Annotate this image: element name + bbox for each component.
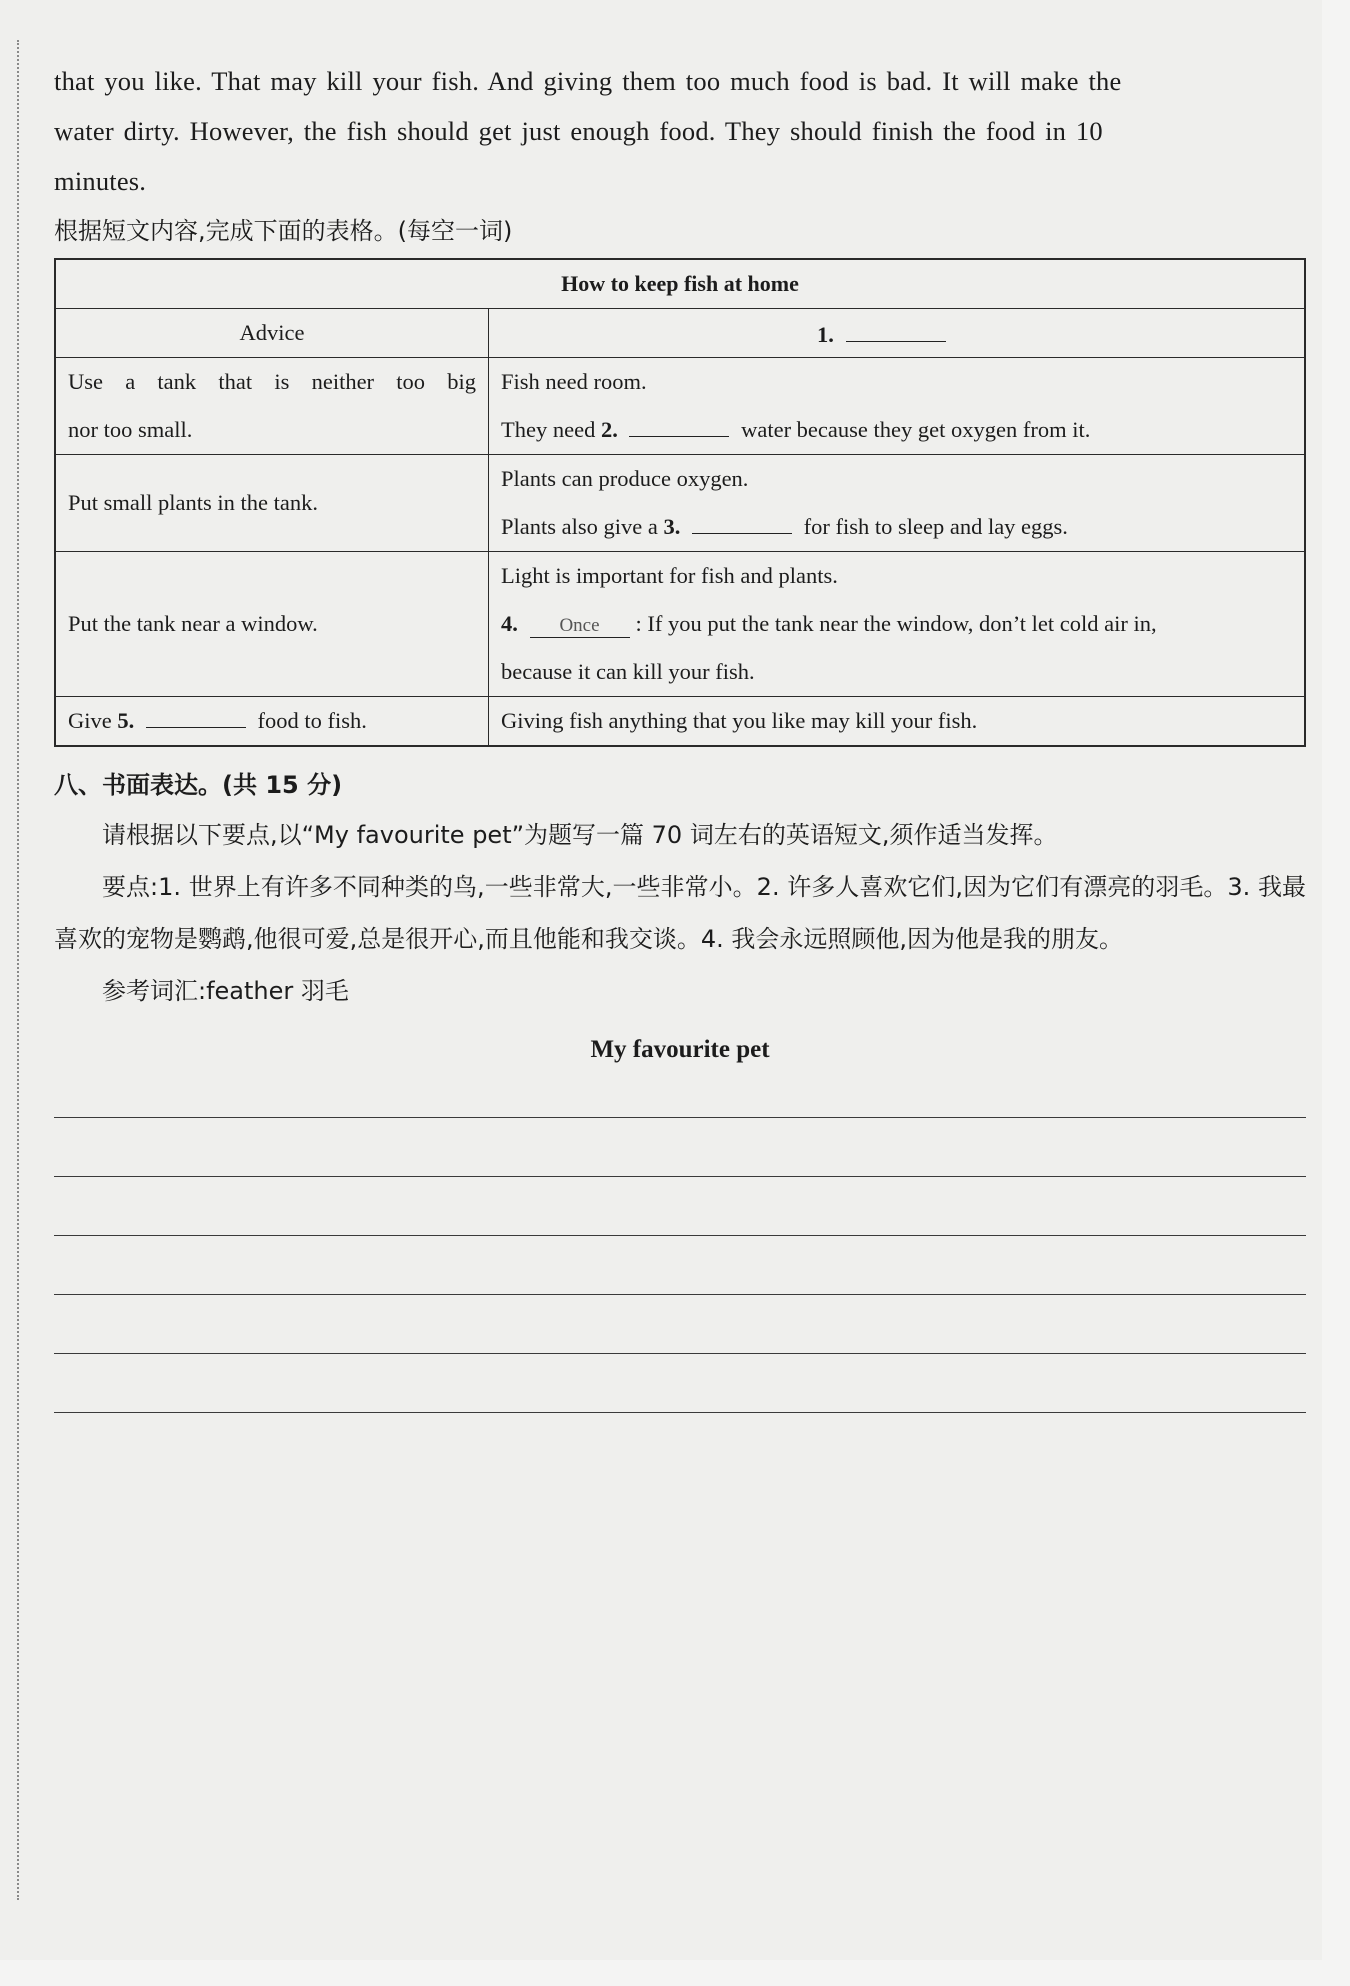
reason-header-cell bbox=[489, 309, 1306, 358]
binding-dotted-line bbox=[17, 40, 19, 1900]
question-number: 2. bbox=[600, 417, 618, 442]
reason-line bbox=[501, 503, 1292, 551]
table-title: How to keep fish at home bbox=[55, 259, 1305, 309]
reason-line bbox=[501, 406, 1292, 454]
writing-line[interactable] bbox=[54, 1177, 1306, 1236]
advice-text: food to fish. bbox=[257, 708, 367, 733]
table-instruction: 根据短文内容,完成下面的表格。(每空一词) bbox=[54, 217, 513, 245]
reason-cell bbox=[489, 358, 1306, 455]
writing-prompt: 请根据以下要点,以“My favourite pet”为题写一篇 70 词左右的英语短文,须作适当发挥。 bbox=[102, 821, 1058, 849]
advice-cell bbox=[55, 358, 489, 455]
question-number: 4. bbox=[501, 611, 518, 636]
question-number: 5. bbox=[117, 708, 135, 733]
writing-line[interactable] bbox=[54, 1236, 1306, 1295]
answer-blank-5[interactable] bbox=[146, 705, 246, 728]
reference-vocab: 参考词汇:feather 羽毛 bbox=[102, 977, 349, 1005]
advice-cell: Put small plants in the tank. bbox=[55, 455, 489, 552]
writing-points: 要点:1. 世界上有许多不同种类的鸟,一些非常大,一些非常小。2. 许多人喜欢它们,因为它们有漂亮的羽毛。3. 我最喜欢的宠物是鹦鹉,他很可爱,总是很开心,而且他能和我交谈。4. 我会永远照顾他,因为他是我的朋友。 bbox=[54, 873, 1306, 953]
advice-cell: Put the tank near a window. bbox=[55, 552, 489, 697]
question-number: 1. bbox=[817, 321, 834, 347]
passage-line: that you like. That may kill your fish. And giving them too much food is bad. It will make the bbox=[54, 66, 1122, 96]
question-number: 3. bbox=[663, 514, 681, 539]
answer-blank-4[interactable]: Once bbox=[530, 615, 630, 638]
reason-line: because it can kill your fish. bbox=[501, 659, 755, 684]
passage-line: minutes. bbox=[54, 166, 147, 196]
essay-title: My favourite pet bbox=[590, 1036, 770, 1063]
writing-line[interactable] bbox=[54, 1354, 1306, 1413]
answer-blank-2[interactable] bbox=[629, 414, 729, 437]
reason-line: Light is important for fish and plants. bbox=[501, 563, 838, 588]
reason-text: for fish to sleep and lay eggs. bbox=[803, 514, 1068, 539]
reason-cell: Giving fish anything that you like may kill your fish. bbox=[489, 697, 1306, 747]
advice-text: Give bbox=[68, 708, 118, 733]
reason-text: They need bbox=[501, 417, 601, 442]
reason-cell bbox=[489, 552, 1306, 697]
writing-line[interactable] bbox=[54, 1075, 1306, 1118]
advice-line: Use a tank that is neither too big bbox=[68, 369, 476, 394]
writing-area[interactable] bbox=[54, 1075, 1306, 1413]
advice-cell bbox=[55, 697, 489, 747]
writing-line[interactable] bbox=[54, 1118, 1306, 1177]
reason-cell bbox=[489, 455, 1306, 552]
answer-blank-3[interactable] bbox=[692, 511, 792, 534]
reason-text: : If you put the tank near the window, don’t let cold air in, bbox=[635, 611, 1157, 636]
answer-blank-1[interactable] bbox=[846, 319, 946, 342]
advice-line: nor too small. bbox=[68, 417, 193, 442]
section-heading: 八、书面表达。(共 15 分) bbox=[54, 771, 343, 799]
fish-care-table bbox=[54, 258, 1306, 747]
reading-passage-tail bbox=[54, 56, 1306, 206]
page-content bbox=[54, 56, 1306, 1413]
writing-line[interactable] bbox=[54, 1295, 1306, 1354]
reason-text: water because they get oxygen from it. bbox=[741, 417, 1091, 442]
reason-text: Plants also give a bbox=[501, 514, 664, 539]
reason-line bbox=[501, 600, 1292, 648]
advice-header: Advice bbox=[55, 309, 489, 358]
passage-line: water dirty. However, the fish should get just enough food. They should finish the food in 10 bbox=[54, 116, 1103, 146]
reason-line: Plants can produce oxygen. bbox=[501, 466, 749, 491]
reason-line: Fish need room. bbox=[501, 369, 647, 394]
